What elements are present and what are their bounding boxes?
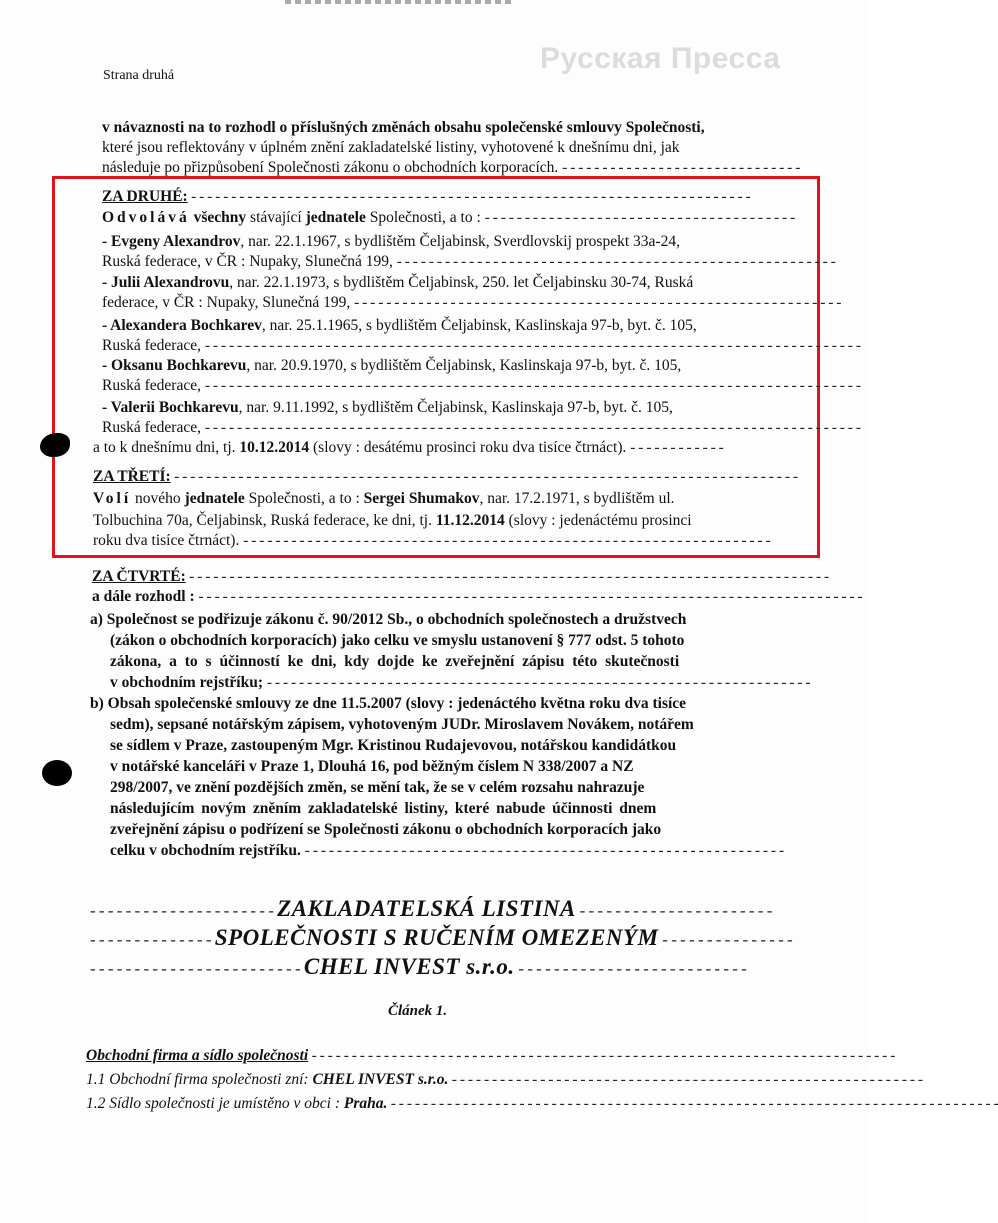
article-heading: Článek 1. bbox=[388, 1003, 448, 1019]
person-1-line-2: Ruská federace, v ČR : Nupaky, Slunečná 199, - - - - - - - - - - - - - - - - - - - - - - - - - - - - - - - - - - - - - - - - - - - - - - - - - - - - - - - bbox=[102, 253, 836, 270]
person-4-line-1: - Oksanu Bochkarevu, nar. 20.9.1970, s bydlištěm Čeljabinsk, Kaslinskaja 97-b, byt. č. 105, bbox=[102, 357, 682, 374]
item-b-line-3: se sídlem v Praze, zastoupeným Mgr. Kristinou Rudajevovou, notářskou kandidátkou bbox=[110, 737, 677, 754]
za-treti-heading: ZA TŘETÍ: - - - - - - - - - - - - - - - - - - - - - - - - - - - - - - - - - - - - - - - - - - - - - - - - - - - - - - - - - - - - - - - - - - - - - - - - - - - - - - bbox=[93, 468, 798, 485]
person-5-line-2: Ruská federace, - - - - - - - - - - - - - - - - - - - - - - - - - - - - - - - - - - - - - - - - - - - - - - - - - - - - - - - - - - - - - - - - - - - - - - - - - - - - - - - - - - bbox=[102, 419, 861, 436]
item-b-line-4: v notářské kanceláři v Praze 1, Dlouhá 16, pod běžným číslem N 338/2007 a NZ bbox=[110, 758, 634, 775]
item-b-line-7: zveřejnění zápisu o podřízení se Společnosti zákonu o obchodních korporacích jako bbox=[110, 821, 662, 838]
person-2-line-2: federace, v ČR : Nupaky, Slunečná 199, - - - - - - - - - - - - - - - - - - - - - - - - - - - - - - - - - - - - - - - - - - - - - - - - - - - - - - - - - - - - - bbox=[102, 294, 841, 311]
item-a-line-2: (zákon o obchodních korporacích) jako celku ve smyslu ustanovení § 777 odst. 5 tohoto bbox=[110, 632, 685, 649]
item-b-line-5: 298/2007, ve znění pozdějších změn, se mění tak, že se v celém rozsahu nahrazuje bbox=[110, 779, 645, 796]
title-line-3: - - - - - - - - - - - - - - - - - - - - - - - - CHEL INVEST s.r.o. - - - - - - - - - - - - - - - - - - - - - - - - - - bbox=[90, 954, 747, 979]
odvolava-line: Odvolává všechny stávající jednatele Společnosti, a to : - - - - - - - - - - - - - - - - - - - - - - - - - - - - - - - - - - - - - - - bbox=[102, 209, 795, 226]
title-line-1: - - - - - - - - - - - - - - - - - - - - - ZAKLADATELSKÁ LISTINA - - - - - - - - - - - - - - - - - - - - - - bbox=[90, 896, 772, 921]
item-b-line-6: následujícím novým zněním zakladatelské listiny, které nabude účinnosti dnem bbox=[110, 800, 657, 817]
item-a-line-3: zákona, a to s účinností ke dni, kdy dojde ke zveřejnění zápisu této skutečnosti bbox=[110, 653, 680, 670]
person-2-line-1: - Julii Alexandrovu, nar. 22.1.1973, s bydlištěm Čeljabinsk, 250. let Čeljabinsku 30-74, Ruská bbox=[102, 274, 694, 291]
item-a-line-4: v obchodním rejstříku; - - - - - - - - - - - - - - - - - - - - - - - - - - - - - - - - - - - - - - - - - - - - - - - - - - - - - - - - - - - - - - - - - - - - bbox=[110, 674, 811, 691]
person-1-line-1: - Evgeny Alexandrov, nar. 22.1.1967, s bydlištěm Čeljabinsk, Sverdlovskij prospekt 33a-24, bbox=[102, 233, 680, 250]
za-treti-line-2: Tolbuchina 70a, Čeljabinsk, Ruská federace, ke dni, tj. 11.12.2014 (slovy : jedenáctému prosinci bbox=[93, 512, 692, 529]
person-4-line-2: Ruská federace, - - - - - - - - - - - - - - - - - - - - - - - - - - - - - - - - - - - - - - - - - - - - - - - - - - - - - - - - - - - - - - - - - - - - - - - - - - - - - - - - - - bbox=[102, 377, 861, 394]
item-a-line-1: a) Společnost se podřizuje zákonu č. 90/2012 Sb., o obchodních společnostech a družstvech bbox=[90, 611, 687, 628]
item-b-line-1: b) Obsah společenské smlouvy ze dne 11.5.2007 (slovy : jedenáctého května roku dva tisíce bbox=[90, 695, 687, 712]
scan-top-mark bbox=[285, 0, 515, 4]
za-druhe-heading: ZA DRUHÉ: - - - - - - - - - - - - - - - - - - - - - - - - - - - - - - - - - - - - - - - - - - - - - - - - - - - - - - - - - - - - - - - - - - - - - - bbox=[102, 188, 751, 205]
firm-line-1: 1.1 Obchodní firma společnosti zní: CHEL INVEST s.r.o. - - - - - - - - - - - - - - - - - - - - - - - - - - - - - - - - - - - - - - - - - - - - - - - - - - - - - - - - - - - bbox=[86, 1071, 923, 1088]
za-druhe-closing: a to k dnešnímu dni, tj. 10.12.2014 (slovy : desátému prosinci roku dva tisíce čtrnáct). - - - - - - - - - - - - bbox=[93, 439, 724, 456]
firm-line-2: 1.2 Sídlo společnosti je umístěno v obci : Praha. - - - - - - - - - - - - - - - - - - - - - - - - - - - - - - - - - - - - - - - - - - - - - - - - - - - - - - - - - - - - - - - - - - - - - - - - - - - - bbox=[86, 1095, 998, 1112]
intro-line-3: následuje po přizpůsobení Společnosti zákonu o obchodních korporacích. - - - - - - - - - - - - - - - - - - - - - - - - - - - - - - bbox=[102, 159, 800, 176]
za-treti-line-3: roku dva tisíce čtrnáct). - - - - - - - - - - - - - - - - - - - - - - - - - - - - - - - - - - - - - - - - - - - - - - - - - - - - - - - - - - - - - - - - - - bbox=[93, 532, 771, 549]
intro-line-2: které jsou reflektovány v úplném znění zakladatelské listiny, vyhotovené k dnešnímu dni, jak bbox=[102, 139, 680, 156]
item-b-line-2: sedm), sepsané notářským zápisem, vyhotoveným JUDr. Miroslavem Novákem, notářem bbox=[110, 716, 694, 733]
punch-hole-bottom bbox=[42, 760, 72, 786]
watermark: Русская Пресса bbox=[540, 42, 781, 75]
item-b-line-8: celku v obchodním rejstříku. - - - - - - - - - - - - - - - - - - - - - - - - - - - - - - - - - - - - - - - - - - - - - - - - - - - - - - - - - - - - bbox=[110, 842, 784, 859]
person-5-line-1: - Valerii Bochkarevu, nar. 9.11.1992, s bydlištěm Čeljabinsk, Kaslinskaja 97-b, byt. č. 105, bbox=[102, 399, 673, 416]
za-ctvrte-intro: a dále rozhodl : - - - - - - - - - - - - - - - - - - - - - - - - - - - - - - - - - - - - - - - - - - - - - - - - - - - - - - - - - - - - - - - - - - - - - - - - - - - - - - - - - - - bbox=[92, 588, 863, 605]
intro-line-1: v návaznosti na to rozhodl o příslušných změnách obsahu společenské smlouvy Společnosti, bbox=[102, 119, 705, 136]
za-ctvrte-heading: ZA ČTVRTÉ: - - - - - - - - - - - - - - - - - - - - - - - - - - - - - - - - - - - - - - - - - - - - - - - - - - - - - - - - - - - - - - - - - - - - - - - - - - - - - - - - bbox=[92, 568, 829, 585]
title-line-2: - - - - - - - - - - - - - - SPOLEČNOSTI S RUČENÍM OMEZENÝM - - - - - - - - - - - - - - - bbox=[90, 925, 793, 950]
person-3-line-1: - Alexandera Bochkarev, nar. 25.1.1965, s bydlištěm Čeljabinsk, Kaslinskaja 97-b, byt. č. 105, bbox=[102, 317, 697, 334]
page-label: Strana druhá bbox=[103, 68, 175, 83]
person-3-line-2: Ruská federace, - - - - - - - - - - - - - - - - - - - - - - - - - - - - - - - - - - - - - - - - - - - - - - - - - - - - - - - - - - - - - - - - - - - - - - - - - - - - - - - - - - bbox=[102, 337, 861, 354]
za-treti-line-1: Volí nového jednatele Společnosti, a to : Sergei Shumakov, nar. 17.2.1971, s bydlištěm ul. bbox=[93, 490, 675, 507]
firm-heading: Obchodní firma a sídlo společnosti - - - - - - - - - - - - - - - - - - - - - - - - - - - - - - - - - - - - - - - - - - - - - - - - - - - - - - - - - - - - - - - - - - - - - - - - - bbox=[86, 1047, 895, 1064]
